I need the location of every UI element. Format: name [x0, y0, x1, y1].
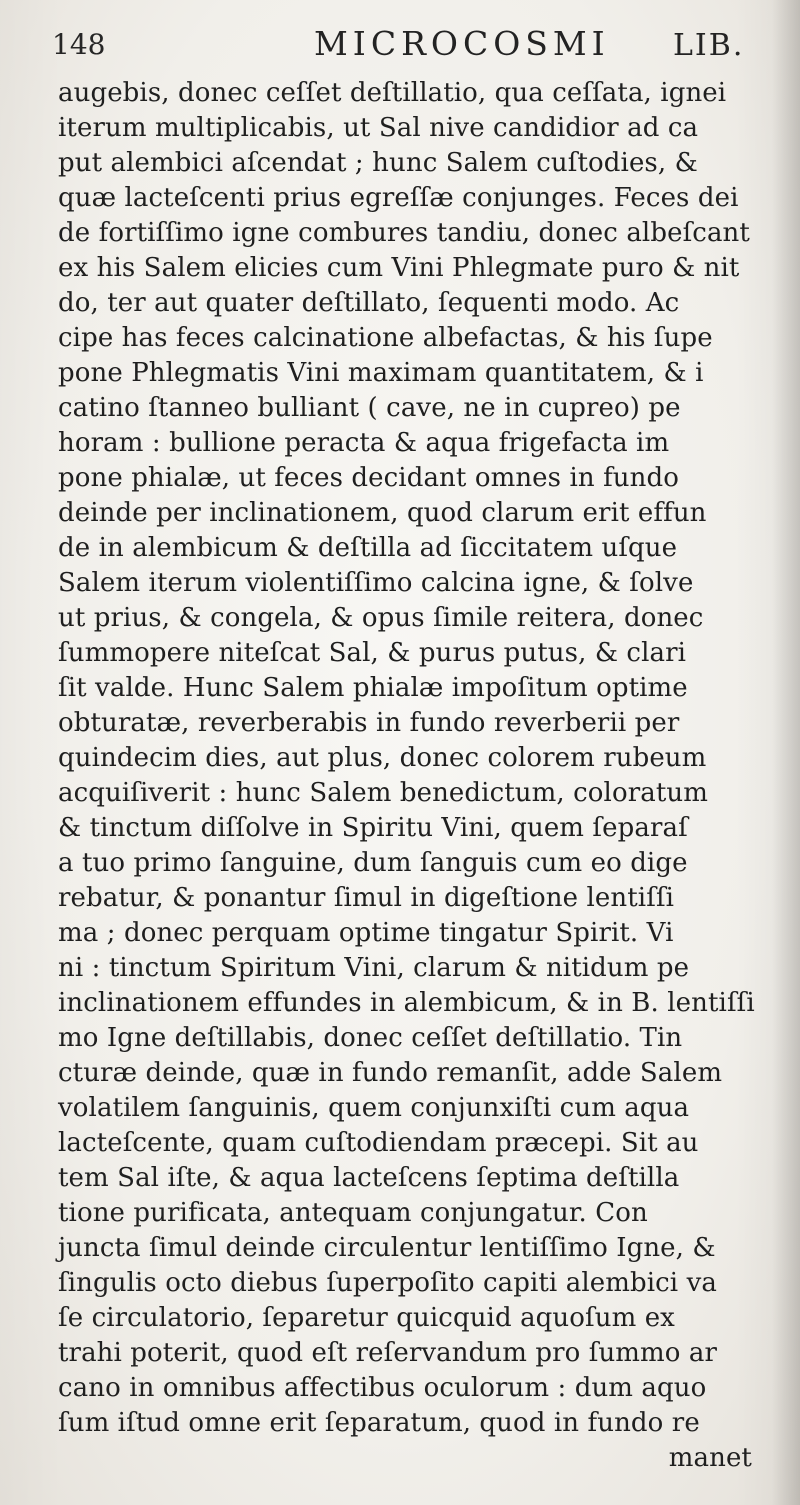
text-line: tem Sal iſte, & aqua lacteſcens ſeptima deſtilla: [58, 1163, 680, 1193]
text-line: lacteſcente, quam cuſtodiendam præcepi. Sit au: [58, 1128, 699, 1158]
text-line: do, ter aut quater deſtillato, ſequenti modo. Ac: [58, 288, 680, 318]
text-line: deinde per inclinationem, quod clarum erit effun: [58, 498, 707, 528]
text-line: ſit valde. Hunc Salem phialæ impoſitum optime: [58, 673, 688, 703]
text-line: pone phialæ, ut feces decidant omnes in fundo: [58, 463, 679, 493]
text-line: ut prius, & congela, & opus ſimile reitera, donec: [58, 603, 704, 633]
text-line: de in alembicum & deſtilla ad ſiccitatem uſque: [58, 533, 678, 563]
text-line: put alembici aſcendat ; hunc Salem cuſtodies, &: [58, 148, 698, 178]
text-line: volatilem ſanguinis, quem conjunxiſti cum aqua: [58, 1093, 690, 1123]
text-line: & tinctum diſſolve in Spiritu Vini, quem ſeparaſ: [58, 813, 688, 843]
text-line: trahi poterit, quod eſt reſervandum pro ſummo ar: [58, 1338, 718, 1368]
text-line: horam : bullione peracta & aqua frigefacta im: [58, 428, 670, 458]
text-line: ſingulis octo diebus ſuperpoſito capiti alembici va: [58, 1268, 717, 1298]
text-line: cturæ deinde, quæ in fundo remanſit, adde Salem: [58, 1058, 723, 1088]
text-line: ſummopere niteſcat Sal, & purus putus, & clari: [58, 638, 687, 668]
text-line: ni : tinctum Spiritum Vini, clarum & nitidum pe: [58, 953, 690, 983]
page-number: 148: [52, 28, 106, 61]
text-line: rebatur, & ponantur ſimul in digeſtione lentiſſi: [58, 883, 675, 913]
text-line: mo Igne deſtillabis, donec ceſſet deſtillatio. Tin: [58, 1023, 683, 1053]
text-line: ſe circulatorio, ſeparetur quicquid aquoſum ex: [58, 1303, 675, 1333]
text-line: quindecim dies, aut plus, donec colorem rubeum: [58, 743, 707, 773]
text-line: inclinationem effundes in alembicum, & in B. lentiſſi: [58, 988, 755, 1018]
page-edge-shadow: [772, 0, 800, 1505]
text-line: iterum multiplicabis, ut Sal nive candidior ad ca: [58, 113, 699, 143]
text-line: catino ſtanneo bulliant ( cave, ne in cupreo) pe: [58, 393, 681, 423]
text-line: tione purificata, antequam conjungatur. Con: [58, 1198, 648, 1228]
text-line: ma ; donec perquam optime tingatur Spirit. Vi: [58, 918, 674, 948]
text-line: cipe has feces calcinatione albefactas, & his ſupe: [58, 323, 713, 353]
text-line: a tuo primo ſanguine, dum ſanguis cum eo dige: [58, 848, 688, 878]
text-line: acquiſiverit : hunc Salem benedictum, coloratum: [58, 778, 708, 808]
text-line-final: manet: [668, 1443, 752, 1473]
text-line: quæ lacteſcenti prius egreſſæ conjunges. Feces dei: [58, 183, 739, 213]
text-line: cano in omnibus affectibus oculorum : dum aquo: [58, 1373, 707, 1403]
text-line: ex his Salem elicies cum Vini Phlegmate puro & nit: [58, 253, 740, 283]
page-header: [52, 22, 780, 62]
text-line: ſum iſtud omne erit ſeparatum, quod in fundo re: [58, 1408, 700, 1438]
text-line: pone Phlegmatis Vini maximam quantitatem, & i: [58, 358, 704, 388]
book-label: LIB.: [673, 28, 745, 63]
running-title: MICROCOSMI: [314, 24, 610, 63]
body-text: [58, 76, 774, 1473]
text-line: juncta ſimul deinde circulentur lentiſſimo Igne, &: [58, 1233, 716, 1263]
text-line: de fortiſſimo igne combures tandiu, donec albeſcant: [58, 218, 750, 248]
text-line: Salem iterum violentiſſimo calcina igne, & ſolve: [58, 568, 694, 598]
text-line: obturatæ, reverberabis in fundo reverberii per: [58, 708, 680, 738]
text-line: augebis, donec ceſſet deſtillatio, qua ceſſata, ignei: [58, 78, 727, 108]
